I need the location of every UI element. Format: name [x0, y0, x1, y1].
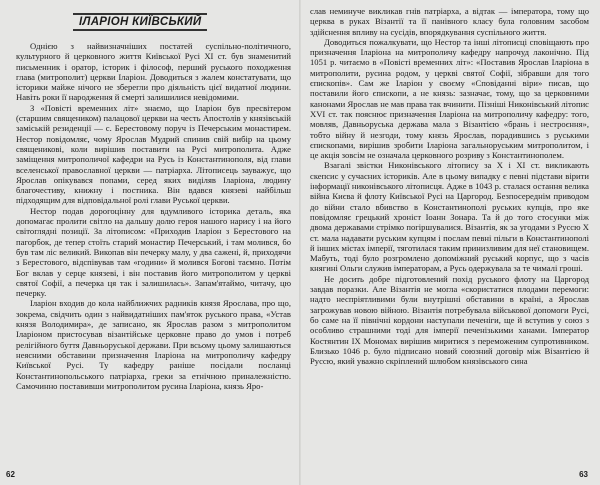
- right-page: [300, 0, 600, 485]
- right-page-text: [310, 6, 589, 366]
- paragraph: З «Повісті временних літ» знаємо, що Іларіон був пресвітером (старшим священиком) палацової церкви на честь Апостолів у князівській заміській резиденції — с. Берестовому поруч із Печерським монастирем. Нестор повідомляє, чому Ярослав Мудрий спинив свій вибір на цьому священикові, коли вирішив поставити на Русі митрополита. Адже заміщення митрополичої кафедри на Русь із Константинополя, від глави вселенської православної церкви — патріарха. Літописець зауважує, що Ярослав опікувався попами, серед яких виділяв Іларіона, людину благочестиву, книжну і постника. Він вдався князеві найбільш підходящим для відповідальної ролі глави Руської церкви.: [16, 102, 291, 206]
- page-number-right: 63: [579, 470, 588, 479]
- page-number-left: 62: [6, 470, 15, 479]
- paragraph: Доводиться пожалкувати, що Нестор та інші літописці сповіщають про призначення Іларіона на митрополичу кафедру напрочуд лаконічно. Під 1051 р. читаємо в «Повісті временних літ»: «Поставив Ярослав Іларіона в митрополити, русина родом, у церкві святої Софії, зібравши для того єпископів». Сам же Іларіон у своєму «Сповіданні віри» писав, що поставили його єпископи, а не князь: зазначає, тому, що за церковними канонами Ярослав не мав права так вчинити. Пізніші Никонівський літопис XVI ст. так пояснює призначення Іларіона на митрополичу кафедру: того, мовляв, Давньоруська держава мала з Візантією «брань і нестроєння», тобто війну й незгоди, тому князь Ярослав, порадившись з руськими єпископами, вирішив зробити Іларіона загальноруським митрополитом, і це акція зовсім не означала церковного розриву з Константинополем.: [310, 36, 589, 161]
- paragraph: Нестор подав дорогоцінну для вдумливого історика деталь, яка допомагає пролити світло на дальшу долю героя нашого нарису і на його світоглядні позиції. За літописом: «Приходив Іларіон з Берестового на пагорбок, де тепер стоїть старий монастир Печерський, і там молився, бо був там ліс великий. Викопав він печерку малу, у два сажені, й, приходячи з Берестового, відспівував там «години» й молився Богові таємно. Потім Бог вклав у серце князеві, і він поставив його митрополитом у церкві святої Софії, а печерка ця так і залишилась». Запам'ятаймо, читачу, цю печерку.: [16, 205, 291, 299]
- paragraph: Взагалі звістки Никонівського літопису за X і XI ст. викликають скепсис у сучасних істориків. Але в цьому випадку є певні підстави вірити інформації никонівського літописця. Адже в 1043 р. сталася остання велика війна Києва й флоту Київської Русі на Царгород. Безпосереднім приводом до війни стало вбивство в Константинополі руських купців, про яке повідомляє грецький хроніст Іоанн Зонара. Та й до того стосунки між двома державами стрімко погіршувалися. Візантія, як за угодами з Руссю X ст. мала надавати руським купцям і послам певні пільги в Константинополі й інших містах імперії, тяготилася таким принизливим для неї становищем. Мабуть, тоді було розгромлено допоміжний руський корпус, що з часів княгині Ольги служив імператорам, а Русь одержувала за те чималі гроші.: [310, 160, 589, 274]
- paragraph: Не досить добре підготовлений похід руського флоту на Царгород завдав поразки. Але Візантія не могла «скористатися плодами перемоги: надто неспріятливими були внутрішні обставини в країні, а Ярослав загрожував новою війною. Візантія потребувала військової допомоги Русі, бо саме на її північні кордони наступали печеніги, ще й вступив у союз з особливо страшними тоді для імперії печенізькими ханами. Імператор Костянтин IX Мономах вирішив миритися з переможеним супротивником. Близько 1046 р. було підписано новий союзний договір між Візантією й Руссю, який уважно скріплений шлюбом князівського сина: [310, 273, 589, 367]
- paragraph: слав неминуче викликав гнів патріарха, а відтак — імператора, тому що церква в руках Візантії та її панівного класу була головним засобом здійснення впливу на сусідів, впорядкування суспільного життя.: [310, 6, 589, 37]
- paragraph: Однією з найвизначніших постатей суспільно-політичного, культурного й церковного життя Київської Русі XI ст. був знаменитий письменник і оратор, історик і філософ, перший руського походження глава (митрополит) церкви Іларіон. Доводиться з жалем констатувати, що історики майже нічого не зберегли про діяльність цієї видатної людини. Навіть роки її народження й смерті залишилися невідомими.: [16, 41, 291, 103]
- paragraph: Іларіон входив до кола найближчих радників князя Ярослава, про що, зокрема, свідчить один з найвидатніших пам'яток руського права, «Устав князя Володимира», де записано, як Ярослав разом з митрополитом Іларіоном пристосував візантійське церковне право до умов і потреб релігійного буття Давньоруської держави. При всьому цьому залишаються неясними обставини призначення Іларіона на митрополичу кафедру Київської Русі. Ту кафедру раніше посідали посланці Константинопольського патріарха, греки за етнічною приналежністю. Самочинно поставивши митрополитом русина Іларіона, князь Яро-: [16, 298, 291, 391]
- chapter-title: ІЛАРІОН КИЇВСЬКИЙ: [73, 13, 207, 31]
- left-page-text: [16, 41, 291, 391]
